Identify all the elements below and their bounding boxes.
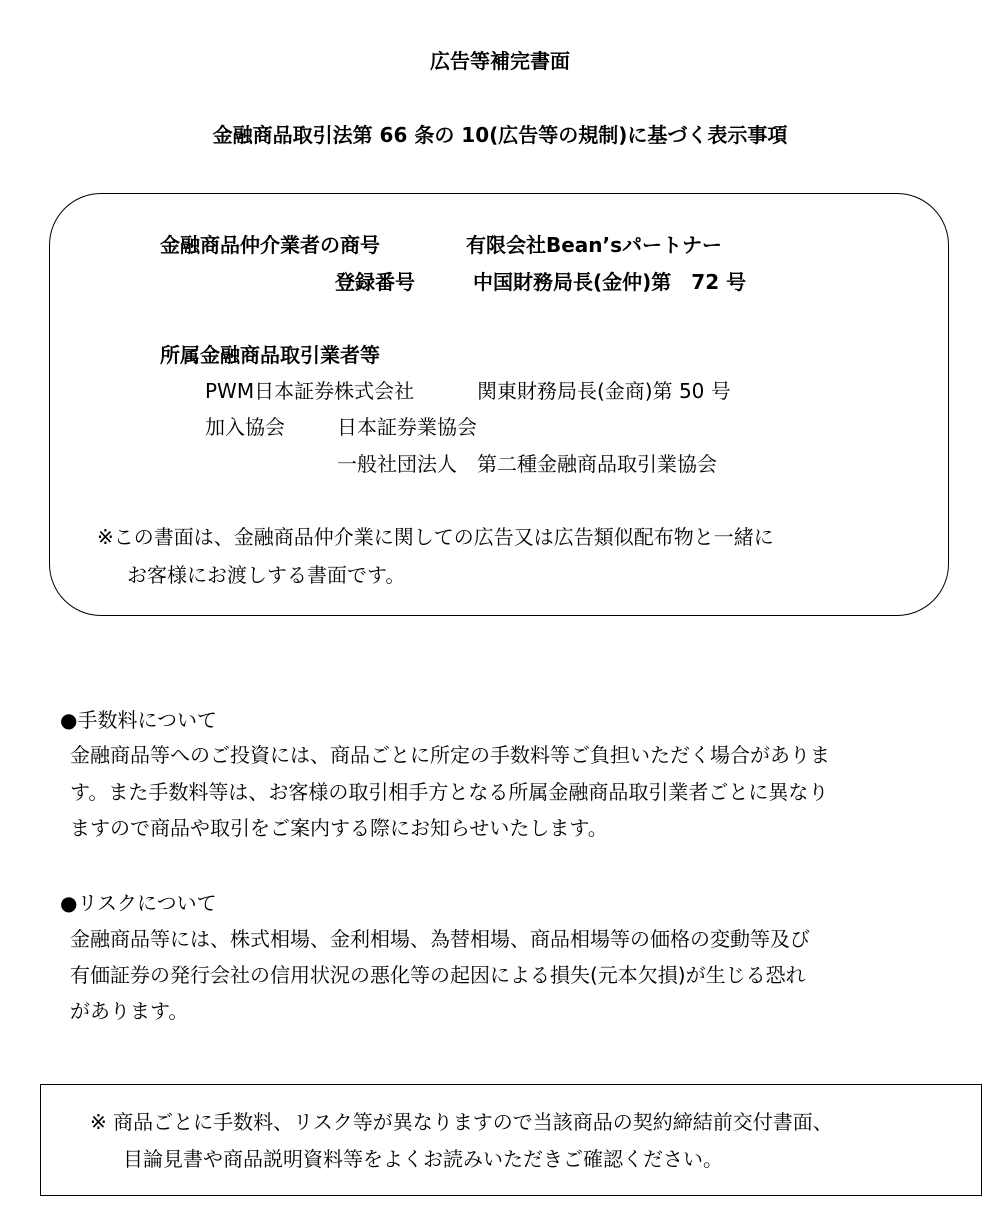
association-2: 一般社団法人 第二種金融商品取引業協会 <box>337 452 717 476</box>
affiliated-company-registration: 関東財務局長(金商)第 50 号 <box>477 379 731 403</box>
registration-label: 登録番号 <box>335 270 415 294</box>
affiliated-heading: 所属金融商品取引業者等 <box>160 343 380 367</box>
document-subtitle: 金融商品取引法第 66 条の 10(広告等の規制)に基づく表示事項 <box>212 123 788 147</box>
fees-line-2: す。また手数料等は、お客様の取引相手方となる所属金融商品取引業者ごとに異なり <box>70 780 829 804</box>
association-label: 加入協会 <box>205 415 285 439</box>
footer-notice-line-1: ※ 商品ごとに手数料、リスク等が異なりますので当該商品の契約締結前交付書面、 <box>90 1110 833 1134</box>
registration-value: 中国財務局長(金仲)第 72 号 <box>473 270 747 294</box>
fees-line-3: ますので商品や取引をご案内する際にお知らせいたします。 <box>70 816 608 840</box>
notice-line-2: お客様にお渡しする書面です。 <box>127 563 406 587</box>
notice-line-1: ※この書面は、金融商品仲介業に関しての広告又は広告類似配布物と一緒に <box>97 525 774 549</box>
risk-line-2: 有価証券の発行会社の信用状況の悪化等の起因による損失(元本欠損)が生じる恐れ <box>70 963 806 987</box>
fees-heading: ●手数料について <box>60 708 218 732</box>
footer-notice-line-2: 目論見書や商品説明資料等をよくお読みいただきご確認ください。 <box>123 1147 723 1171</box>
risk-heading: ●リスクについて <box>60 891 217 915</box>
risk-line-3: があります。 <box>70 999 189 1023</box>
document-title: 広告等補完書面 <box>430 49 570 73</box>
fees-line-1: 金融商品等へのご投資には、商品ごとに所定の手数料等ご負担いただく場合がありま <box>70 743 830 767</box>
trade-name-value: 有限会社Bean’sパートナー <box>466 233 723 257</box>
footer-notice-box <box>40 1084 982 1196</box>
risk-line-1: 金融商品等には、株式相場、金利相場、為替相場、商品相場等の価格の変動等及び <box>70 927 810 951</box>
trade-name-label: 金融商品仲介業者の商号 <box>160 233 380 257</box>
affiliated-company-name: PWM日本証券株式会社 <box>205 379 415 403</box>
association-1: 日本証券業協会 <box>337 415 477 439</box>
